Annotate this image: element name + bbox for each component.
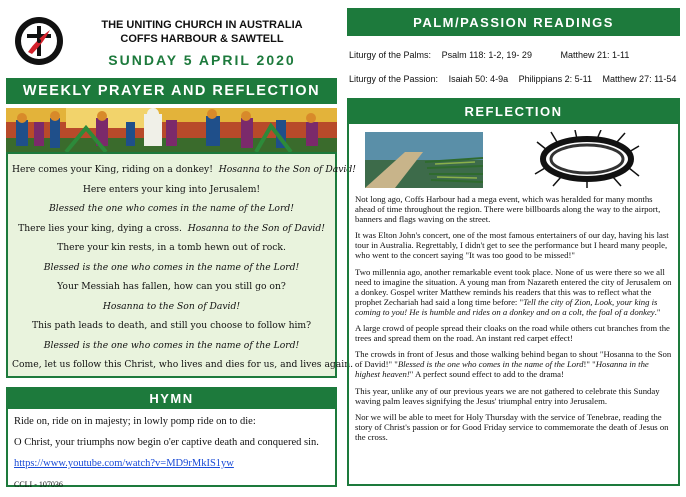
left-column [6, 8, 356, 489]
prayer-box [6, 152, 356, 378]
church-name-line1: THE UNITING CHURCH IN AUSTRALIA [101, 19, 303, 31]
palms-readings-row [347, 50, 680, 60]
palm-road-image-icon [365, 132, 483, 188]
church-header [6, 8, 337, 70]
reflection-title-bar: REFLECTION [347, 98, 680, 124]
prayer-line: Blessed is the one who comes in the name of the Lord! [43, 339, 300, 351]
hymn-box [6, 409, 337, 487]
reading-ref: Philippians 2: 5-11 [518, 74, 593, 84]
weekly-title-banner: WEEKLY PRAYER AND REFLECTION [6, 78, 337, 104]
reading-ref: Matthew 27: 11-54 [602, 74, 677, 84]
hymn-video-link[interactable]: https://www.youtube.com/watch?v=MD9rMkIS1yw [14, 458, 234, 469]
reflection-paragraph-1: Not long ago, Coffs Harbour had a mega event, which was heralded for many months ahead of time throughout the region. There were billboards along the way to the airport, banners and flags waving on the street. [355, 194, 661, 225]
prayer-line: Hosanna to the Son of David! [102, 300, 241, 312]
reading-ref: Matthew 21: 1-11 [560, 50, 630, 60]
reflection-paragraph-5: The crowds in front of Jesus and those walking behind began to shout "Hosanna to the Son of David!" "Blessed is the one who comes in the name of the Lord!" "Hosanna in the highest heaven!" A perfect sound effect to add to the drama! [355, 349, 672, 380]
prayer-line: Here enters your king into Jerusalem! [82, 183, 261, 195]
reading-ref: Psalm 118: 1-2, 19- 29 [441, 50, 532, 60]
hymn-title-bar: HYMN [6, 387, 337, 409]
prayer-line: Come, let us follow this Christ, who lives and dies for us, and lives again. [12, 359, 354, 370]
reflection-paragraph-6: This year, unlike any of our previous years we are not gathered to celebrate this Sunday waving palm leaves signifying the Jesus' triumphal entry into Jerusalem. [355, 385, 660, 406]
prayer-line: There your kin rests, in a tomb hewn out of rock. [57, 242, 286, 253]
right-column [347, 8, 680, 486]
prayer-line: Here comes your King, riding on a donkey! Hosanna to the Son of David! [12, 164, 356, 175]
prayer-line: Your Messiah has fallen, how can you still go on? [57, 281, 286, 292]
church-name [72, 18, 332, 46]
reflection-paragraph-3: Two millennia ago, another remarkable event took place. None of us were there so we all need to imagine the situation. A young man from Nazareth entered the city of Jerusalem on a donkey. Gospel writer Matthew reminds his readers that this was to reflect what the prophet Zechariah had said a long time before: "Tell the city of Zion, Look, your king is coming to you! He is humble and rides on a donkey and on a colt, the foal of a donkey." [355, 266, 672, 317]
readings-title-bar: PALM/PASSION READINGS [347, 8, 680, 36]
church-name-line2: COFFS HARBOUR & SAWTELL [120, 33, 284, 45]
prayer-line: Blessed is the one who comes in the name of the Lord! [43, 261, 300, 273]
ccli-number: CCLI - 107036 [14, 480, 63, 489]
crown-of-thorns-image-icon [533, 130, 641, 188]
passion-label: Liturgy of the Passion: [349, 74, 439, 84]
service-date: SUNDAY 5 APRIL 2020 [108, 52, 296, 68]
reflection-images [355, 130, 672, 190]
reflection-paragraph-4: A large crowd of people spread their cloaks on the road while others cut branches from the trees and spread them on the road. An instant red carpet effect! [355, 323, 670, 344]
reading-ref: Isaiah 50: 4-9a [448, 74, 509, 84]
prayer-line: Blessed the one who comes in the name of the Lord! [49, 203, 294, 214]
hymn-line1: Ride on, ride on in majesty; in lowly pomp ride on to die: [14, 416, 256, 427]
hymn-line2: O Christ, your triumphs now begin o'er captive death and conquered sin. [14, 437, 319, 448]
passion-readings-row [347, 74, 680, 84]
palm-sunday-painting-icon [6, 108, 337, 152]
reflection-paragraph-7: Nor we will be able to meet for Holy Thursday with the service of Tenebrae, reading the story of Christ's passion or for Good Friday service to commemorate the death of Jesus on the cross. [355, 411, 669, 442]
palms-label: Liturgy of the Palms: [349, 50, 432, 60]
prayer-line: This path leads to death, and still you choose to follow him? [31, 320, 312, 331]
uniting-church-logo-icon [14, 16, 64, 66]
reflection-box [347, 124, 680, 486]
reflection-paragraph-2: It was Elton John's concert, one of the most famous entertainers of our day, having his last tour in Australia. Regrettably, I didn't get to see the performance but I heard many people, who went to the concert saying "It was too good to be missed!" [355, 230, 669, 261]
prayer-line: There lies your king, dying a cross. Hosanna to the Son of David! [18, 222, 325, 234]
